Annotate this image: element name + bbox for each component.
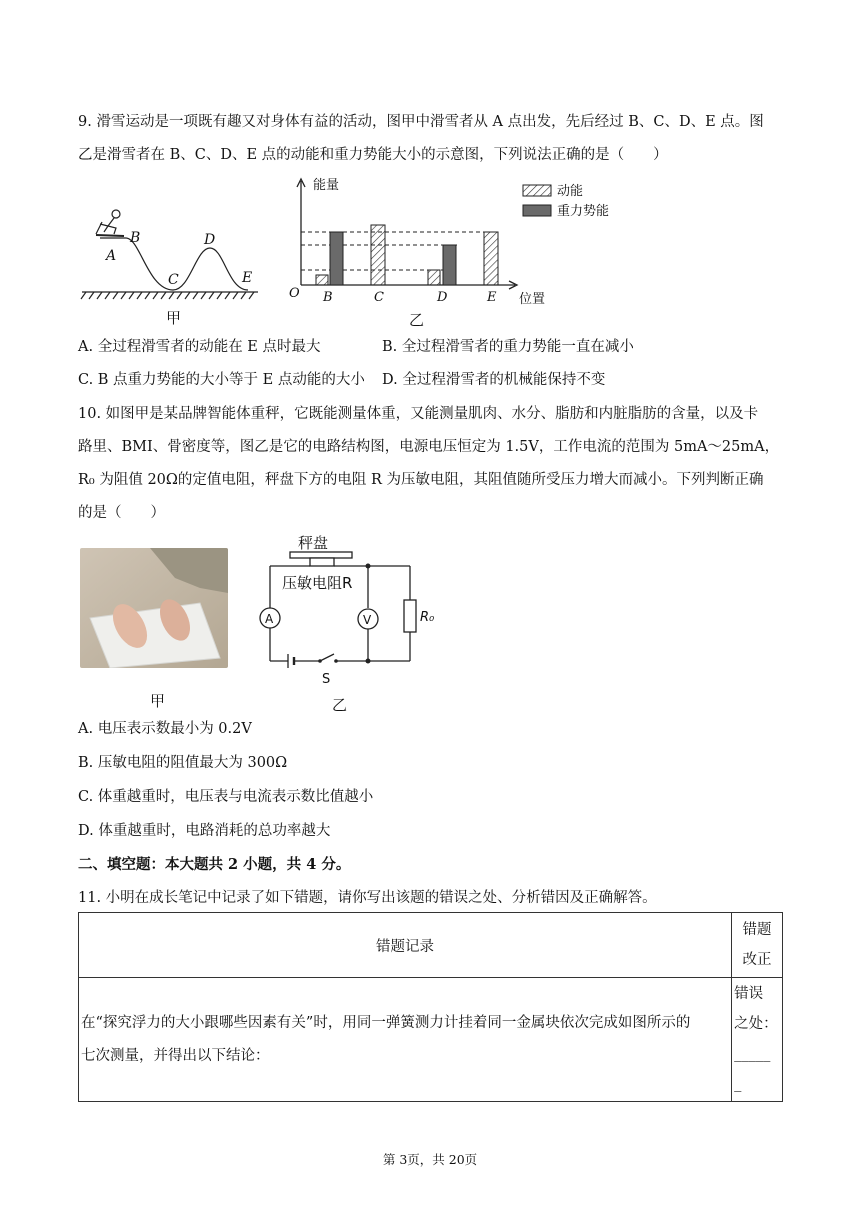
q10-line-3: R₀ 为阻值 20Ω的定值电阻，秤盘下方的电阻 R 为压敏电阻，其阻值随所受压力增大而减小。下列判断正确 [78,472,764,488]
photo-caption-jia: 甲 [150,692,166,710]
table-header-side-1: 错题 [742,922,772,938]
q9-option-c: C. B 点重力势能的大小等于 E 点动能的大小 [78,372,365,388]
q9-option-a: A. 全过程滑雪者的动能在 E 点时最大 [78,339,321,355]
x-axis-label: 位置 [519,292,546,307]
bar-C-kinetic [371,225,385,285]
x-tick-B: B [323,290,333,305]
q11-line-1: 11. 小明在成长笔记中记录了如下错题，请你写出该题的错误之处、分析错因及正确解答。 [78,890,657,906]
origin-label: O [289,286,300,301]
x-tick-C: C [374,290,384,305]
bar-E-kinetic [484,232,498,285]
point-label-D: D [204,232,216,248]
q10-line-1: 10. 如图甲是某品牌智能体重秤，它既能测量体重，又能测量肌肉、水分、脂肪和内脏脂肪的含量，以及卡 [78,406,759,422]
switch-label: S [322,672,331,687]
bar-D-potential [443,245,456,285]
q9-line-1: 9. 滑雪运动是一项既有趣又对身体有益的活动，图甲中滑雪者从 A 点出发，先后经过 B、C、D、E 点。图 [78,114,764,130]
energy-bar-chart [285,175,625,330]
point-label-E: E [242,270,253,286]
q10-option-a: A. 电压表示数最小为 0.2V [78,721,252,737]
q9-option-d: D. 全过程滑雪者的机械能保持不变 [382,372,606,388]
y-axis-label: 能量 [313,178,340,193]
table-body-line-1: 在“探究浮力的大小跟哪些因素有关”时，用同一弹簧测力计挂着同一金属块依次完成如图所示的 [81,1014,691,1031]
pressure-resistor-label: 压敏电阻R [282,574,353,592]
q10-option-b: B. 压敏电阻的阻值最大为 300Ω [78,755,288,771]
q10-option-c: C. 体重越重时，电压表与电流表示数比值越小 [78,789,374,805]
page-footer: 第 3页，共 20页 [382,1152,478,1167]
point-label-A: A [106,248,117,264]
pan-label: 秤盘 [298,534,329,552]
figure-caption-yi: 乙 [409,311,425,329]
table-header-side-2: 改正 [742,952,772,968]
table-side-4: _ [734,1076,742,1092]
legend-potential-swatch [523,205,551,216]
figure-caption-jia: 甲 [166,309,182,325]
table-side-2: 之处： [734,1016,778,1032]
table-header-side [732,913,783,978]
scale-photo [80,548,228,668]
table-header-main: 错题记录 [79,913,732,978]
bar-B-kinetic [316,275,328,285]
q10-line-2: 路里、BMI、骨密度等，图乙是它的电路结构图，电源电压恒定为 1.5V，工作电流的范围为 5mA～25mA， [78,439,780,455]
point-label-B: B [130,230,141,246]
x-tick-E: E [487,290,497,305]
circuit-diagram [258,528,448,713]
ammeter-label: A [265,612,274,626]
error-record-table [78,912,783,1102]
table-side-3: _____ [734,1046,771,1062]
skier-slope-figure [78,200,263,325]
q9-option-b: B. 全过程滑雪者的重力势能一直在减小 [382,339,634,355]
bar-D-kinetic [428,270,440,285]
q10-option-d: D. 体重越重时，电路消耗的总功率越大 [78,823,331,839]
q10-line-4: 的是（ ） [78,505,165,521]
section-heading: 二、填空题：本大题共 2 小题，共 4 分。 [78,856,351,873]
table-body-text [79,978,732,1102]
table-side-cell [732,978,783,1102]
legend-potential-label: 重力势能 [557,204,610,219]
circuit-caption-yi: 乙 [332,696,348,713]
legend-kinetic-label: 动能 [557,184,584,199]
r0-label: R₀ [420,610,435,625]
table-body-line-2: 七次测量，并得出以下结论： [81,1047,270,1064]
bar-B-potential [330,232,343,285]
x-tick-D: D [437,290,448,305]
point-label-C: C [168,272,179,288]
voltmeter-label: V [363,613,372,627]
table-side-1: 错误 [734,986,764,1002]
q9-line-2: 乙是滑雪者在 B、C、D、E 点的动能和重力势能大小的示意图，下列说法正确的是（ ） [78,147,668,163]
legend-kinetic-swatch [523,185,551,196]
